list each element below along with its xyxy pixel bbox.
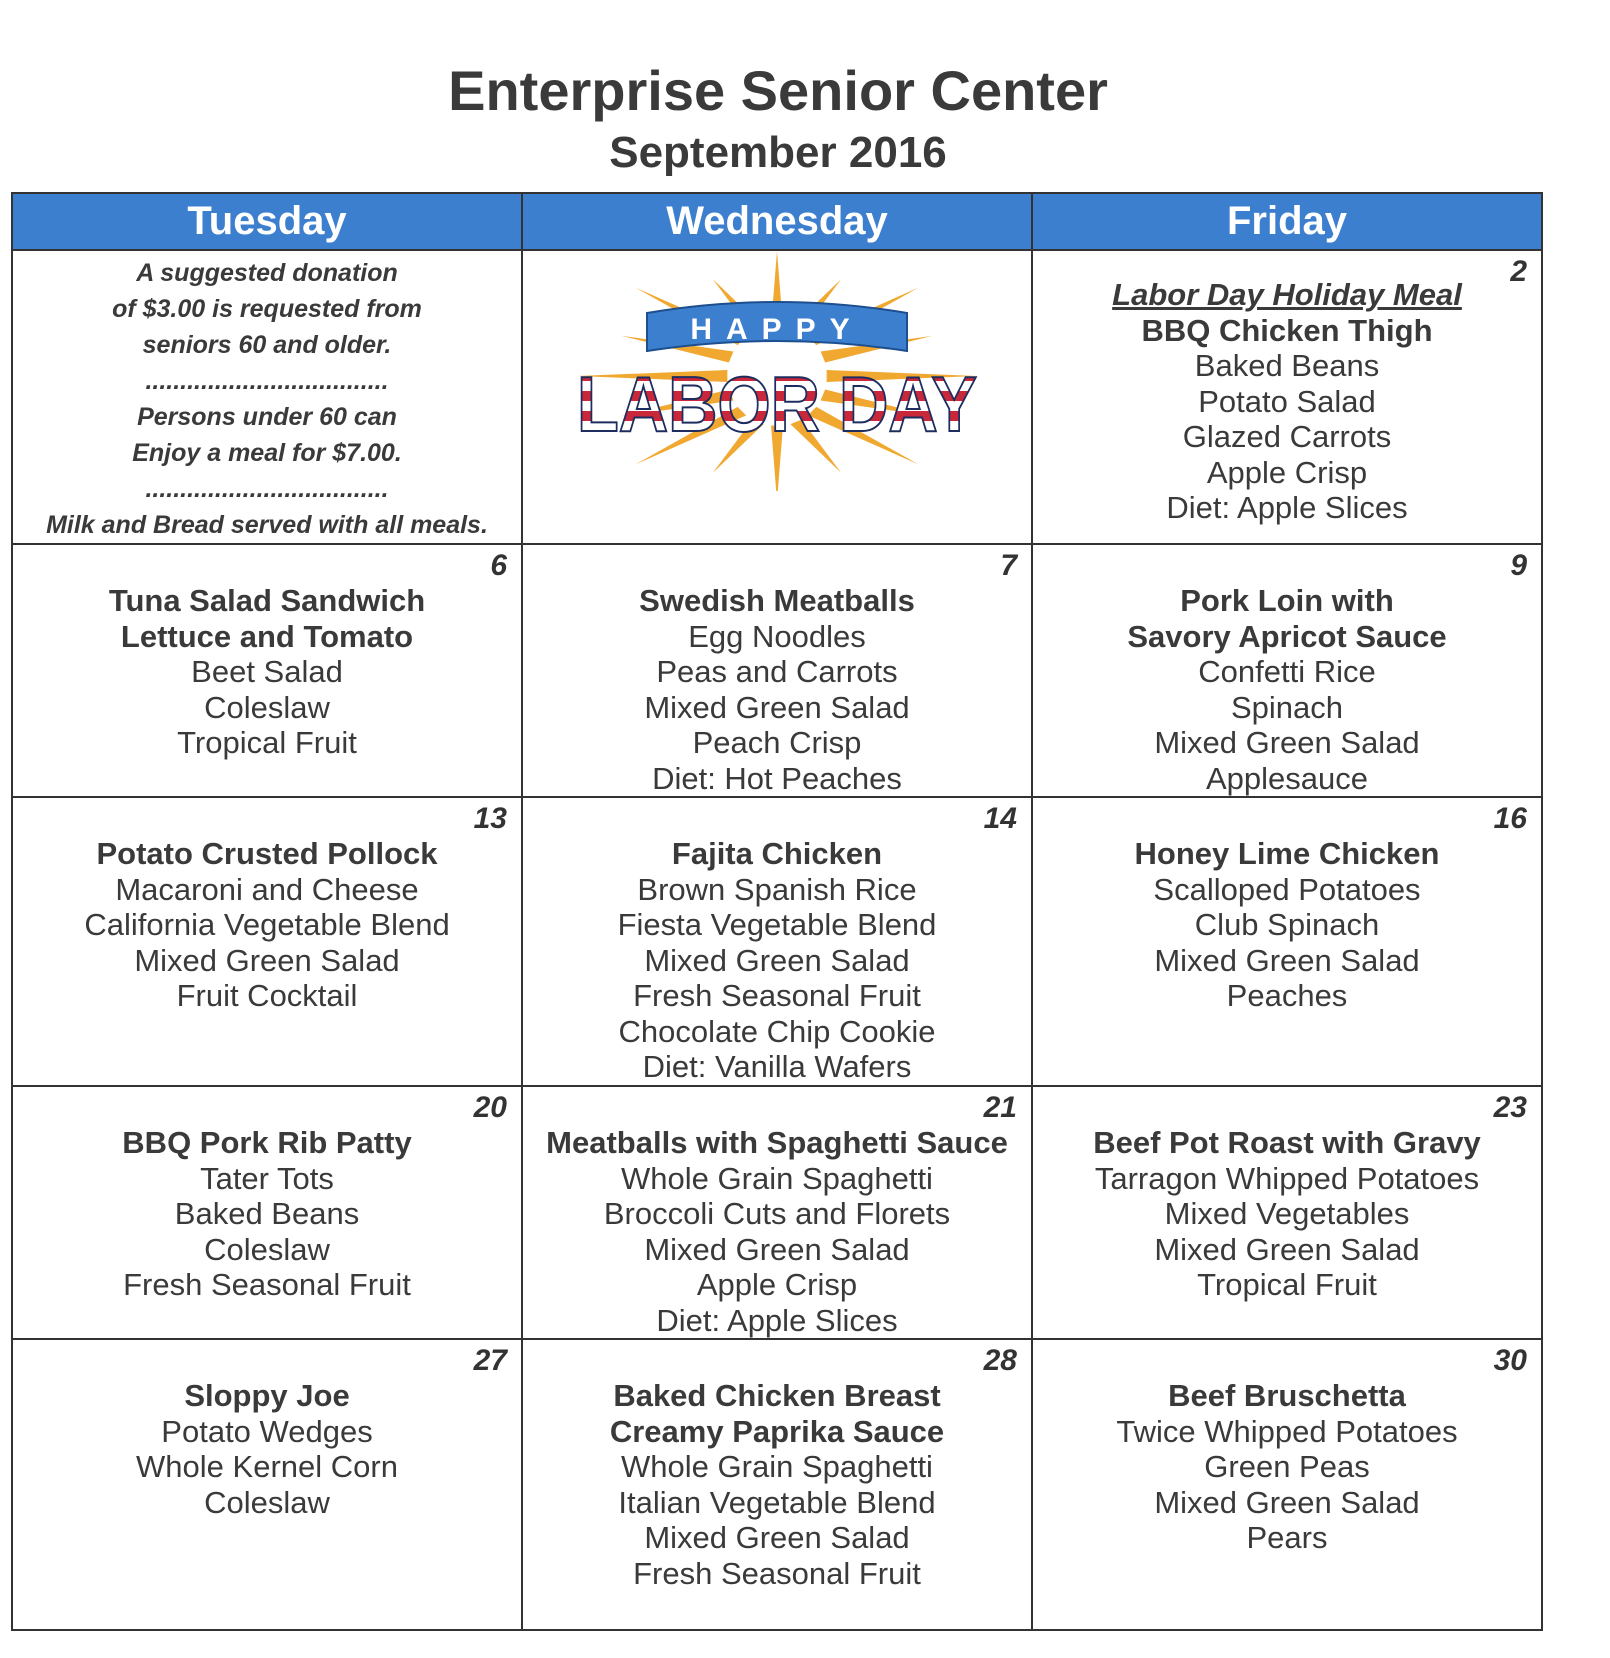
day-number: 7	[1000, 549, 1017, 582]
menu-day-2	[1032, 250, 1542, 544]
menu-item: Fiesta Vegetable Blend	[617, 907, 937, 942]
menu-items	[523, 1340, 1031, 1591]
menu-item: Green Peas	[1204, 1449, 1370, 1484]
menu-item: Fresh Seasonal Fruit	[633, 1555, 921, 1591]
menu-item: Baked Beans	[174, 1196, 360, 1231]
menu-day-23	[1032, 1086, 1542, 1339]
menu-item: Peas and Carrots	[656, 654, 898, 689]
day-number: 16	[1493, 802, 1527, 835]
menu-item: Brown Spanish Rice	[637, 871, 917, 907]
day-number: 21	[983, 1091, 1017, 1124]
menu-item: Applesauce	[1205, 760, 1368, 796]
main-dish: Meatballs with Spaghetti Sauce	[546, 1125, 1008, 1160]
menu-item: Whole Kernel Corn	[136, 1449, 398, 1484]
menu-items	[1033, 1087, 1541, 1303]
main-dish: Savory Apricot Sauce	[1127, 618, 1447, 654]
menu-items	[13, 1087, 521, 1303]
menu-day-6	[12, 544, 522, 797]
day-number: 27	[473, 1344, 507, 1377]
happy-labor-day-icon	[562, 251, 992, 491]
menu-day-27	[12, 1339, 522, 1630]
menu-item: Diet: Apple Slices	[1166, 490, 1408, 525]
menu-item: Baked Beans	[1194, 348, 1380, 383]
day-number: 23	[1493, 1091, 1527, 1124]
menu-item: Apple Crisp	[696, 1267, 858, 1302]
menu-day-16	[1032, 797, 1542, 1086]
menu-item: Diet: Apple Slices	[656, 1302, 898, 1338]
menu-items	[13, 545, 521, 761]
menu-day-20	[12, 1086, 522, 1339]
menu-item: Coleslaw	[204, 1484, 330, 1520]
menu-item: Spinach	[1230, 689, 1344, 725]
day-number: 13	[473, 802, 507, 835]
menu-item: Apple Crisp	[1206, 454, 1368, 490]
header-tuesday: Tuesday	[12, 193, 522, 250]
menu-item: Scalloped Potatoes	[1153, 871, 1421, 907]
menu-calendar	[11, 192, 1543, 1631]
svg-text:HAPPY: HAPPY	[690, 313, 864, 346]
menu-items	[1033, 798, 1541, 1014]
menu-item: California Vegetable Blend	[84, 907, 450, 942]
menu-item: Mixed Green Salad	[644, 942, 910, 978]
menu-item: Diet: Vanilla Wafers	[642, 1049, 912, 1084]
menu-item: Mixed Green Salad	[134, 942, 400, 978]
main-dish: Potato Crusted Pollock	[96, 836, 438, 871]
menu-items	[523, 545, 1031, 796]
menu-item: Broccoli Cuts and Florets	[603, 1196, 951, 1231]
main-dish: Fajita Chicken	[671, 836, 883, 871]
menu-item: Whole Grain Spaghetti	[621, 1160, 933, 1196]
menu-item: Mixed Green Salad	[1154, 1484, 1420, 1520]
menu-item: Glazed Carrots	[1182, 419, 1392, 454]
day-number: 20	[473, 1091, 507, 1124]
menu-day-7	[522, 544, 1032, 797]
menu-item: Mixed Green Salad	[1154, 1231, 1420, 1267]
menu-item: Confetti Rice	[1198, 654, 1376, 689]
menu-item: Diet: Hot Peaches	[652, 760, 902, 796]
menu-item: Peach Crisp	[692, 725, 862, 760]
info-line: Persons under 60 can	[137, 403, 397, 431]
menu-item: Mixed Green Salad	[1154, 942, 1420, 978]
menu-item: Fruit Cocktail	[176, 978, 358, 1013]
page-title: Enterprise Senior Center	[448, 59, 1108, 122]
menu-item: Fresh Seasonal Fruit	[633, 978, 921, 1013]
day-number: 9	[1510, 549, 1527, 582]
info-line: seniors 60 and older.	[142, 331, 392, 359]
menu-item: Potato Salad	[1198, 383, 1376, 419]
main-dish: BBQ Chicken Thigh	[1141, 312, 1433, 348]
info-line: Enjoy a meal for $7.00.	[132, 439, 402, 467]
menu-day-9	[1032, 544, 1542, 797]
header-friday: Friday	[1032, 193, 1542, 250]
main-dish: Tuna Salad Sandwich	[108, 583, 426, 618]
day-number: 14	[983, 802, 1017, 835]
menu-item: Coleslaw	[204, 1231, 330, 1267]
menu-item: Mixed Vegetables	[1164, 1196, 1410, 1231]
header-wednesday: Wednesday	[522, 193, 1032, 250]
main-dish: Swedish Meatballs	[639, 583, 915, 618]
menu-item: Tropical Fruit	[177, 725, 357, 760]
page-subtitle: September 2016	[609, 128, 947, 177]
svg-text:LABOR DAY: LABOR DAY	[577, 360, 977, 448]
menu-item: Twice Whipped Potatoes	[1116, 1413, 1458, 1449]
menu-day-21	[522, 1086, 1032, 1339]
menu-items	[523, 1087, 1031, 1338]
main-dish: Honey Lime Chicken	[1134, 836, 1440, 871]
main-dish: Pork Loin with	[1180, 583, 1394, 618]
day-number: 28	[983, 1344, 1017, 1377]
menu-item: Egg Noodles	[688, 618, 866, 654]
menu-item: Tropical Fruit	[1197, 1267, 1377, 1302]
day-number: 30	[1493, 1344, 1527, 1377]
divider: ...................................	[145, 475, 389, 503]
main-dish: Lettuce and Tomato	[120, 618, 414, 654]
main-dish: Sloppy Joe	[184, 1378, 350, 1413]
info-line: of $3.00 is requested from	[112, 295, 422, 323]
menu-day-13	[12, 797, 522, 1086]
menu-day-30	[1032, 1339, 1542, 1630]
menu-item: Peaches	[1226, 978, 1348, 1013]
main-dish: Creamy Paprika Sauce	[609, 1413, 945, 1449]
menu-item: Mixed Green Salad	[644, 1520, 910, 1555]
info-line: A suggested donation	[136, 259, 398, 287]
menu-item: Tarragon Whipped Potatoes	[1094, 1160, 1480, 1196]
menu-item: Pears	[1246, 1520, 1328, 1555]
menu-items	[13, 1340, 521, 1520]
menu-day-14	[522, 797, 1032, 1086]
labor-day-image-cell	[522, 250, 1032, 544]
menu-item: Tater Tots	[200, 1160, 334, 1196]
day-number: 6	[490, 549, 507, 582]
menu-item: Whole Grain Spaghetti	[621, 1449, 933, 1484]
menu-items	[1033, 1340, 1541, 1556]
info-line: Milk and Bread served with all meals.	[46, 511, 488, 539]
menu-items	[523, 798, 1031, 1085]
divider: ...................................	[145, 367, 389, 395]
menu-item: Mixed Green Salad	[1154, 725, 1420, 760]
menu-item: Macaroni and Cheese	[115, 871, 419, 907]
main-dish: Baked Chicken Breast	[613, 1378, 941, 1413]
menu-item: Mixed Green Salad	[644, 1231, 910, 1267]
holiday-heading: Labor Day Holiday Meal	[1112, 277, 1462, 312]
menu-item: Coleslaw	[204, 689, 330, 725]
menu-items	[13, 798, 521, 1014]
main-dish: Beef Bruschetta	[1168, 1378, 1406, 1413]
menu-item: Potato Wedges	[161, 1413, 373, 1449]
day-number: 2	[1510, 255, 1527, 288]
menu-item: Mixed Green Salad	[644, 689, 910, 725]
main-dish: Beef Pot Roast with Gravy	[1093, 1125, 1481, 1160]
menu-items	[1033, 545, 1541, 796]
menu-day-28	[522, 1339, 1032, 1630]
menu-item: Fresh Seasonal Fruit	[123, 1267, 411, 1302]
menu-item: Beet Salad	[191, 654, 343, 689]
menu-item: Chocolate Chip Cookie	[618, 1013, 936, 1049]
main-dish: BBQ Pork Rib Patty	[122, 1125, 412, 1160]
menu-item: Club Spinach	[1194, 907, 1380, 942]
menu-item: Italian Vegetable Blend	[618, 1484, 936, 1520]
info-cell	[12, 250, 522, 544]
